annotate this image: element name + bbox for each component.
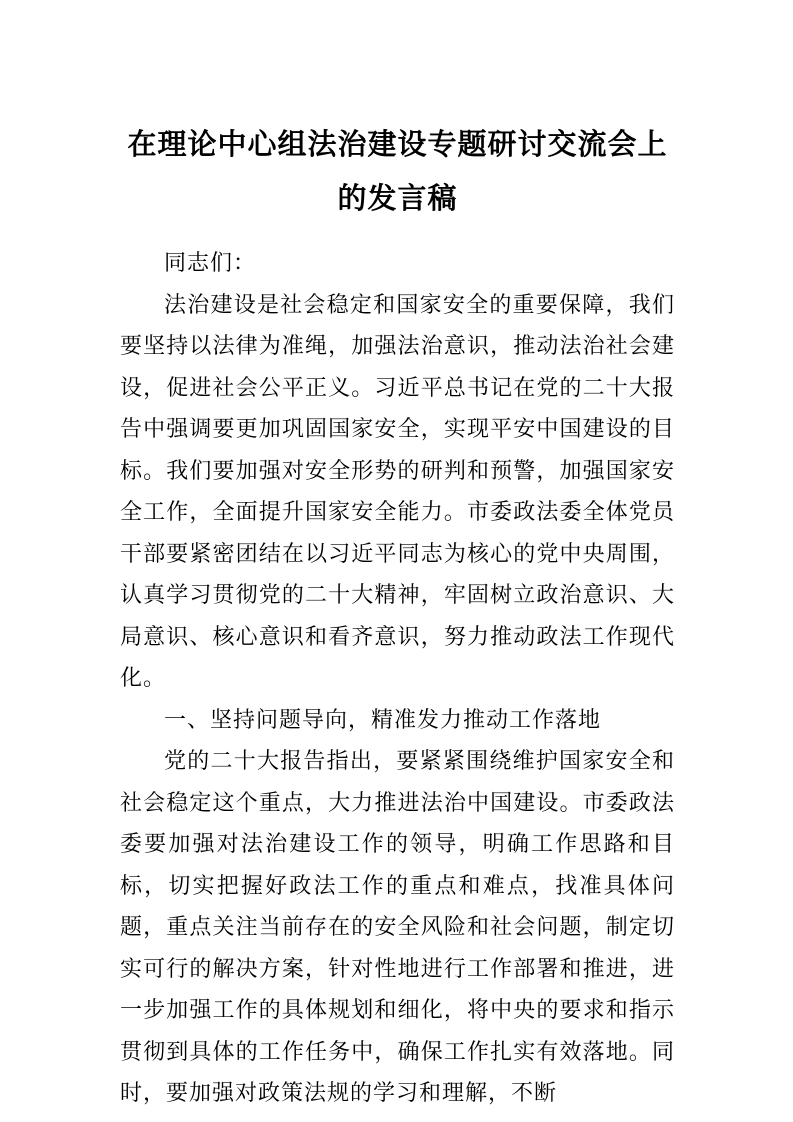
document-title-line-1: 在理论中心组法治建设专题研讨交流会上 <box>127 129 668 161</box>
document-body <box>120 242 675 1114</box>
paragraph-body-1: 法治建设是社会稳定和国家安全的重要保障，我们要坚持以法律为准绳，加强法治意识，推动法治社会建设，促进社会公平正义。习近平总书记在党的二十大报告中强调要更加巩固国家安全，实现平安中国建设的目标。我们要加强对安全形势的研判和预警，加强国家安全工作，全面提升国家安全能力。市委政法委全体党员干部要紧密团结在以习近平同志为核心的党中央周围，认真学习贯彻党的二十大精神，牢固树立政治意识、大局意识、核心意识和看齐意识，努力推动政法工作现代化。 <box>120 291 675 690</box>
section-heading-1: 一、坚持问题导向，精准发力推动工作落地 <box>164 706 602 732</box>
document-title <box>120 118 675 226</box>
document-title-line-2: 的发言稿 <box>337 183 458 215</box>
paragraph-body-2: 党的二十大报告指出，要紧紧围绕维护国家安全和社会稳定这个重点，大力推进法治中国建设。市委政法委要加强对法治建设工作的领导，明确工作思路和目标，切实把握好政法工作的重点和难点，找准具体问题，重点关注当前存在的安全风险和社会问题，制定切实可行的解决方案，针对性地进行工作部署和推进，进一步加强工作的具体规划和细化，将中央的要求和指示贯彻到具体的工作任务中，确保工作扎实有效落地。同时，要加强对政策法规的学习和理解，不断 <box>120 748 675 1105</box>
paragraph-greeting: 同志们： <box>164 250 257 275</box>
